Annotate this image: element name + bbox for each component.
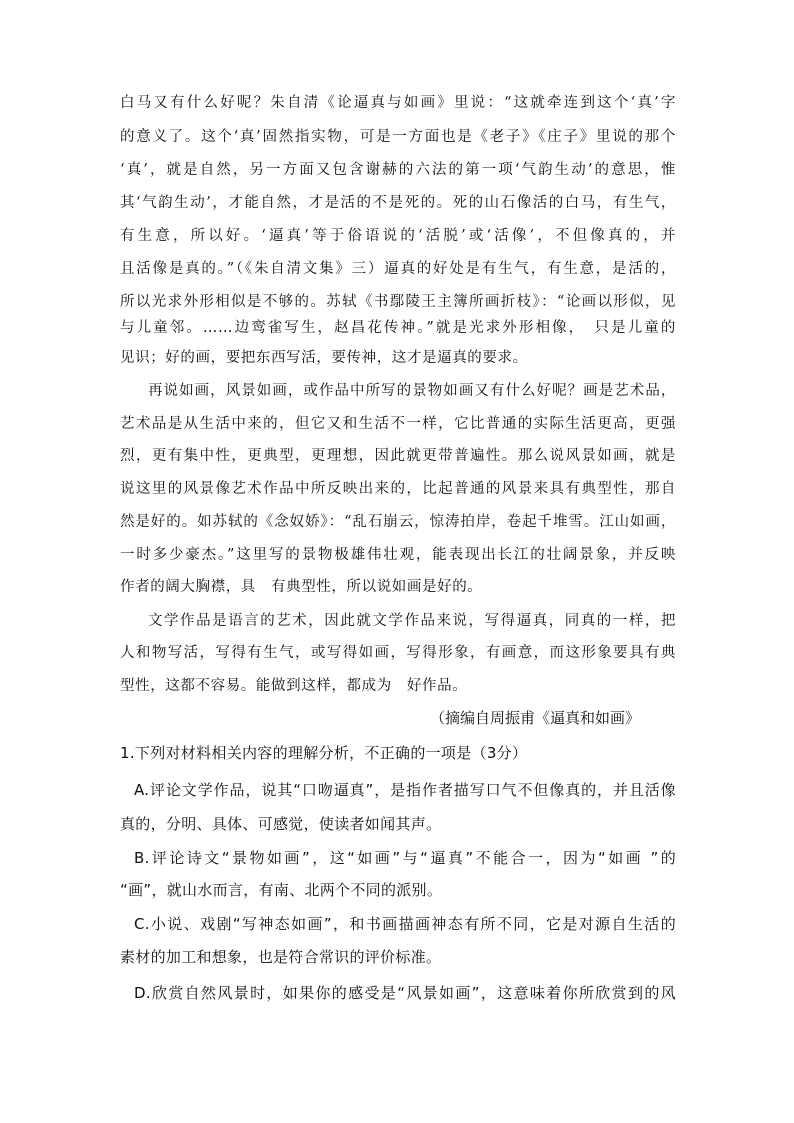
option-line: B.评论诗文“景物如画”，这“如画”与“逼真”不能合一，因为“如画 ”的 [134,849,676,867]
option-line: 真的，分明、具体、可感觉，使读者如闻其声。 [120,815,442,833]
text-line: 说这里的风景像艺术作品中所反映出来的，比起普通的风景来具有典型性，那自 [120,481,676,497]
text-line: 的意义了。这个‘真’固然指实物，可是一方面也是《老子》《庄子》里说的那个 [120,129,676,145]
text-line: ‘真’，就是自然，另一方面又包含谢赫的六法的第一项‘气韵生动’的意思，惟 [120,162,676,178]
text-line: 所以光求外形相似是不够的。苏轼《书鄢陵王主簿所画折枝》：“论画以形似，见 [120,294,676,310]
option-line: A.评论文学作品，说其“口吻逼真”，是指作者描写口气不但像真的，并且活像 [134,781,676,799]
text-line: 然是好的。如苏轼的《念奴娇》：“乱石崩云，惊涛拍岸，卷起千堆雪。江山如画， [120,514,676,530]
text-line: 白马又有什么好呢？朱自清《论逼真与如画》里说：“这就牵连到这个‘真’字 [120,95,676,111]
question-stem: 1.下列对材料相关内容的理解分析，不正确的一项是（3分） [120,744,528,762]
text-line: 艺术品是从生活中来的，但它又和生活不一样，它比普通的实际生活更高，更强 [120,416,676,432]
option-line: D.欣赏自然风景时，如果你的感受是“风景如画”，这意味着你所欣赏到的风 [134,984,676,1002]
text-line: 一时多少豪杰。”这里写的景物极雄伟壮观，能表现出长江的壮阔景象，并反映 [120,547,676,563]
text-line: 再说如画，风景如画，或作品中所写的景物如画又有什么好呢？画是艺术品， [148,383,676,399]
option-line: C.小说、戏剧“写神态如画”，和书画描画神态有所不同，它是对源自生活的 [134,915,676,933]
source-attribution: （摘编自周振甫《逼真和如画》 [430,709,641,727]
text-line: 见识；好的画，要把东西写活，要传神，这才是逼真的要求。 [120,350,528,366]
text-line: 人和物写活，写得有生气，或写得如画，写得形象，有画意，而这形象要具有典 [120,645,676,661]
option-line: 素材的加工和想象，也是符合常识的评价标准。 [120,948,442,966]
text-line: 作者的阔大胸襟，具 有典型性，所以说如画是好的。 [120,579,483,595]
text-line: 其‘气韵生动’，才能自然，才是活的不是死的。死的山石像活的白马，有生气， [120,195,676,211]
text-line: 且活像是真的。”（《朱自清文集》三）逼真的好处是有生气，有生意，是活的， [120,261,676,277]
option-line: “画”，就山水而言，有南、北两个不同的派别。 [120,881,443,899]
text-line: 型性，这都不容易。能做到这样，都成为 好作品。 [120,678,468,694]
text-line: 文学作品是语言的艺术，因此就文学作品来说，写得逼真，同真的一样，把 [148,613,676,629]
text-line: 烈，更有集中性，更典型，更理想，因此就更带普遍性。那么说风景如画，就是 [120,448,676,464]
text-line: 有生意，所以好。‘逼真’等于俗语说的‘活脱’或‘活像’，不但像真的，并 [120,228,676,244]
text-line: 与儿童邻。……边鸾雀写生，赵昌花传神。”就是光求外形相像， 只是儿童的 [120,320,676,336]
